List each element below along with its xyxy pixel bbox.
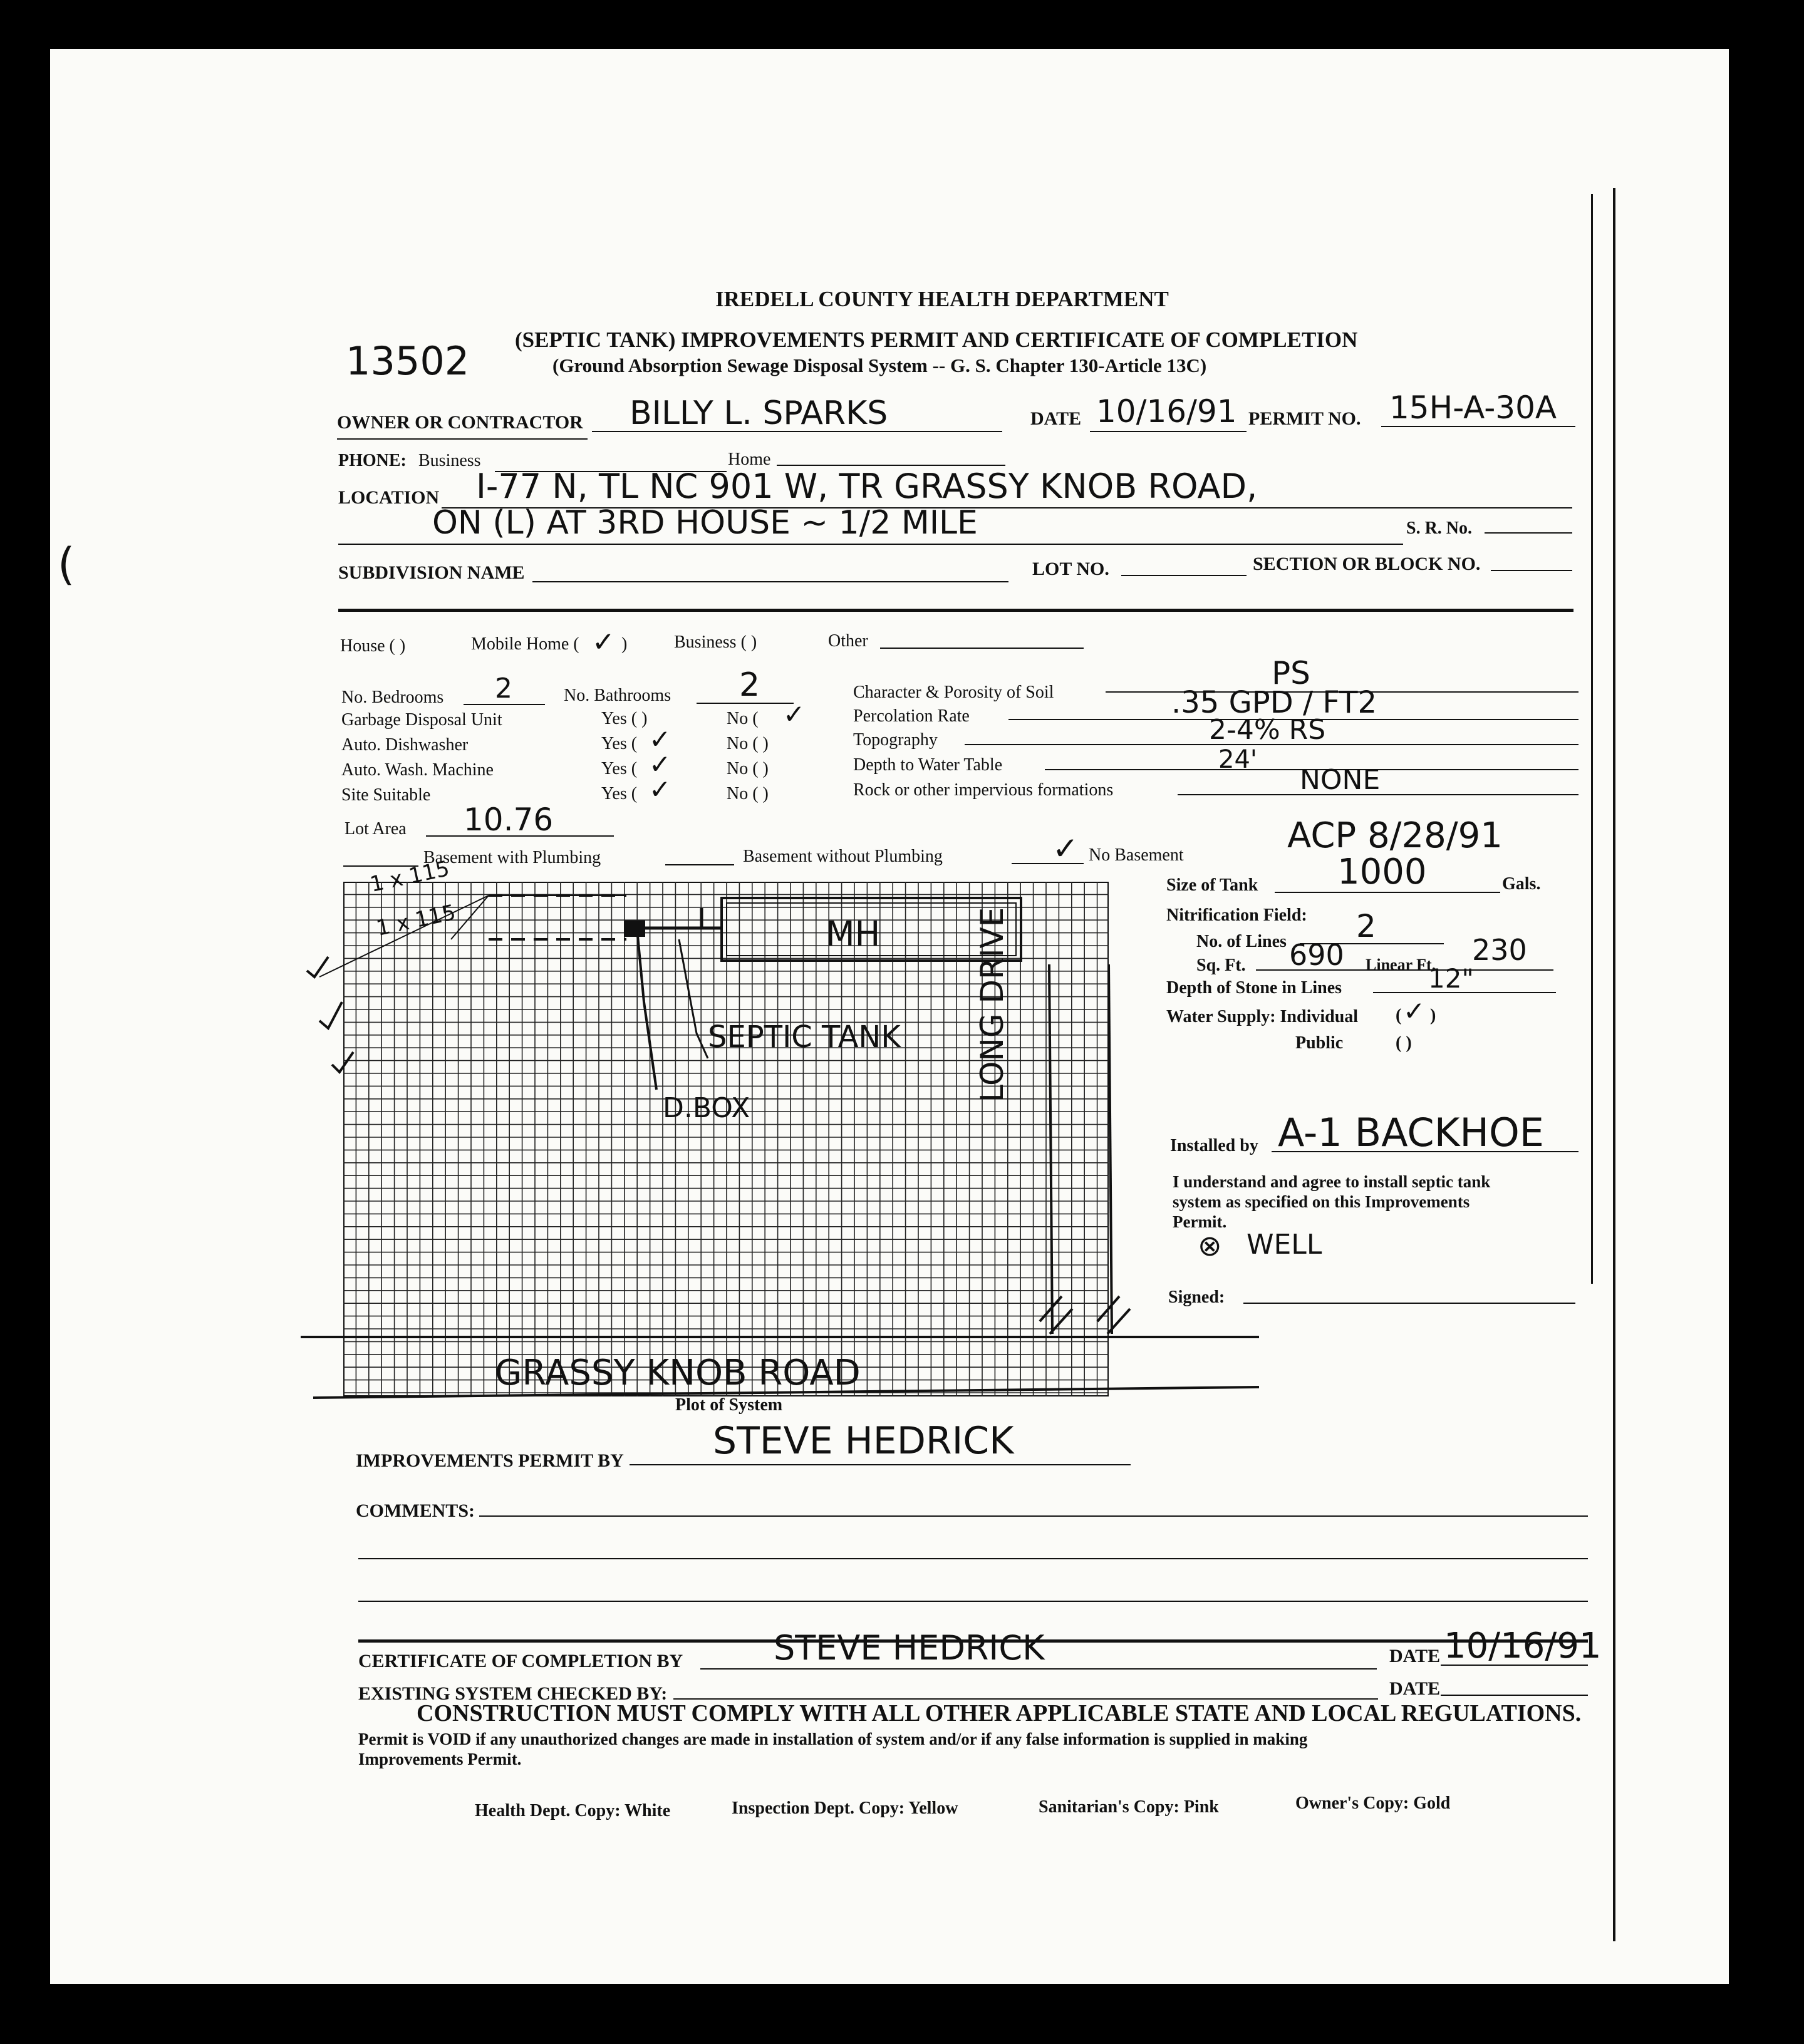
line-note-1: 1 x 115 bbox=[368, 856, 452, 897]
improvements-by-label: IMPROVEMENTS PERMIT BY bbox=[356, 1450, 624, 1471]
line-note-2: 1 x 115 bbox=[374, 900, 459, 941]
leader-septic-tank bbox=[679, 939, 708, 1058]
dishwasher-no: No ( ) bbox=[727, 734, 769, 753]
other-option: Other bbox=[828, 631, 868, 651]
plot-mobile-home: MH bbox=[826, 914, 881, 954]
location-line1: I-77 N, TL NC 901 W, TR GRASSY KNOB ROAD, bbox=[476, 467, 1258, 506]
linear-ft-value: 230 bbox=[1472, 933, 1527, 967]
stone-depth-value: 12" bbox=[1428, 963, 1474, 994]
section-label: SECTION OR BLOCK NO. bbox=[1253, 554, 1481, 574]
owner-label-underline bbox=[337, 438, 588, 440]
garbage-disposal-yes: Yes ( ) bbox=[601, 709, 648, 728]
improvements-by-line bbox=[630, 1464, 1131, 1465]
section-line bbox=[1491, 570, 1572, 571]
file-number: 13502 bbox=[346, 338, 470, 384]
plot-caption: Plot of System bbox=[675, 1395, 783, 1415]
owner-value: BILLY L. SPARKS bbox=[630, 395, 888, 432]
water-individual-close: ) bbox=[1430, 1006, 1436, 1025]
water-table-value: 24' bbox=[1218, 745, 1257, 774]
lot-area-line bbox=[426, 835, 614, 837]
signed-label: Signed: bbox=[1168, 1288, 1225, 1307]
water-individual-check: ✓ bbox=[1403, 996, 1426, 1026]
plot-long-drive: LONG DRIVE bbox=[974, 907, 1010, 1102]
dishwasher-yes: Yes ( bbox=[601, 734, 638, 753]
lines-label: No. of Lines bbox=[1196, 932, 1287, 951]
phone-home-line bbox=[777, 465, 1005, 466]
bedrooms-value: 2 bbox=[495, 673, 512, 705]
lot-area-label: Lot Area bbox=[345, 819, 407, 839]
drain-line-join bbox=[451, 896, 626, 939]
cert-date-line bbox=[1441, 1665, 1588, 1666]
permit-label: PERMIT NO. bbox=[1248, 408, 1361, 429]
garbage-disposal-label: Garbage Disposal Unit bbox=[341, 710, 502, 730]
rock-line bbox=[1178, 794, 1578, 795]
section-divider bbox=[338, 609, 1573, 612]
date-label: DATE bbox=[1030, 408, 1082, 429]
drive-break-left bbox=[1040, 1296, 1072, 1334]
plot-septic-tank: SEPTIC TANK bbox=[708, 1019, 901, 1055]
copy-sanitarian: Sanitarian's Copy: Pink bbox=[1039, 1797, 1219, 1817]
other-line bbox=[880, 648, 1084, 649]
cert-by-value: STEVE HEDRICK bbox=[774, 1628, 1045, 1668]
construction-notice: CONSTRUCTION MUST COMPLY WITH ALL OTHER APPLICABLE STATE AND LOCAL REGULATIONS. bbox=[417, 1700, 1582, 1727]
permit-line bbox=[1381, 426, 1575, 427]
water-individual-open: ( bbox=[1396, 1006, 1402, 1025]
installed-by-value: A-1 BACKHOE bbox=[1278, 1110, 1544, 1155]
lot-line bbox=[1121, 575, 1247, 576]
permit-value: 15H-A-30A bbox=[1389, 390, 1557, 426]
drive-edge-right bbox=[1109, 964, 1112, 1334]
comments-line-2 bbox=[358, 1558, 1588, 1559]
dishwasher-check: ✓ bbox=[649, 724, 671, 755]
bathrooms-label: No. Bathrooms bbox=[564, 686, 671, 705]
form-title: (SEPTIC TANK) IMPROVEMENTS PERMIT AND CERTIFICATE OF COMPLETION bbox=[515, 328, 1358, 352]
water-public-label: Public bbox=[1295, 1033, 1344, 1053]
well-note: WELL bbox=[1247, 1229, 1322, 1261]
margin-rule bbox=[1591, 194, 1593, 1284]
site-suitable-label: Site Suitable bbox=[341, 785, 431, 805]
wash-machine-no: No ( ) bbox=[727, 759, 769, 778]
stone-depth-line bbox=[1373, 992, 1556, 993]
nitrification-label: Nitrification Field: bbox=[1166, 906, 1307, 925]
sqft-value: 690 bbox=[1289, 938, 1344, 972]
sr-label: S. R. No. bbox=[1406, 519, 1473, 538]
bedrooms-label: No. Bedrooms bbox=[341, 688, 444, 707]
linear-ft-label: Linear Ft. bbox=[1366, 956, 1436, 974]
copy-health-dept: Health Dept. Copy: White bbox=[475, 1801, 671, 1820]
wash-machine-label: Auto. Wash. Machine bbox=[341, 760, 494, 780]
subdivision-label: SUBDIVISION NAME bbox=[338, 562, 525, 583]
cert-by-line bbox=[700, 1668, 1377, 1670]
margin-check-3 bbox=[332, 1052, 353, 1072]
sqft-line bbox=[1256, 969, 1553, 971]
subdivision-line bbox=[532, 581, 1008, 582]
stone-depth-label: Depth of Stone in Lines bbox=[1166, 978, 1342, 998]
well-symbol: ⊗ bbox=[1198, 1229, 1222, 1262]
form-subtitle: (Ground Absorption Sewage Disposal System -- G. S. Chapter 130-Article 13C) bbox=[552, 354, 1207, 376]
location-line2: ON (L) AT 3RD HOUSE ~ 1/2 MILE bbox=[432, 504, 978, 542]
topography-label: Topography bbox=[853, 730, 938, 750]
existing-date-line bbox=[1441, 1695, 1588, 1696]
site-suitable-check: ✓ bbox=[649, 774, 671, 805]
garbage-disposal-check: ✓ bbox=[783, 699, 806, 730]
agreement-line-1: I understand and agree to install septic tank bbox=[1173, 1172, 1491, 1191]
percolation-value: .35 GPD / FT2 bbox=[1171, 685, 1377, 720]
void-notice-line-1: Permit is VOID if any unauthorized changes are made in installation of system and/or if any false information is supplied in making bbox=[358, 1730, 1308, 1748]
installed-by-line bbox=[1272, 1151, 1578, 1152]
pipe-to-dbox bbox=[638, 936, 656, 1090]
bathrooms-line bbox=[697, 703, 794, 704]
tank-size-line bbox=[1275, 892, 1500, 893]
signed-line bbox=[1243, 1303, 1575, 1304]
copy-owner: Owner's Copy: Gold bbox=[1295, 1794, 1451, 1813]
void-notice-line-2: Improvements Permit. bbox=[358, 1750, 522, 1768]
comments-line-1 bbox=[479, 1515, 1588, 1517]
plot-road: GRASSY KNOB ROAD bbox=[495, 1353, 861, 1393]
bathrooms-value: 2 bbox=[739, 666, 760, 704]
department-title: IREDELL COUNTY HEALTH DEPARTMENT bbox=[715, 287, 1169, 311]
existing-checked-label: EXISTING SYSTEM CHECKED BY: bbox=[358, 1683, 668, 1704]
site-suitable-yes: Yes ( bbox=[601, 784, 638, 803]
drive-break-right bbox=[1097, 1296, 1130, 1334]
no-basement-blank bbox=[1012, 863, 1084, 864]
topography-line bbox=[965, 744, 1578, 745]
acp-note: ACP 8/28/91 bbox=[1287, 815, 1503, 856]
cert-by-label: CERTIFICATE OF COMPLETION BY bbox=[358, 1651, 683, 1671]
no-basement-check: ✓ bbox=[1052, 830, 1079, 867]
dishwasher-label: Auto. Dishwasher bbox=[341, 735, 469, 755]
phone-label: PHONE: bbox=[338, 451, 407, 470]
garbage-disposal-no: No ( bbox=[727, 709, 759, 728]
sr-line bbox=[1485, 532, 1572, 534]
lot-label: LOT NO. bbox=[1032, 559, 1109, 579]
margin-mark: ( bbox=[58, 539, 75, 590]
site-suitable-no: No ( ) bbox=[727, 784, 769, 803]
topography-value: 2-4% RS bbox=[1209, 714, 1326, 746]
mobile-home-option: Mobile Home ( bbox=[471, 634, 579, 654]
phone-home-label: Home bbox=[728, 450, 771, 469]
plot-dbox: D.BOX bbox=[663, 1092, 750, 1124]
agreement-line-2: system as specified on this Improvements bbox=[1173, 1192, 1470, 1211]
basement-without-blank bbox=[665, 864, 734, 865]
bedrooms-line bbox=[464, 704, 545, 705]
owner-label: OWNER OR CONTRACTOR bbox=[337, 412, 583, 433]
copy-inspection-dept: Inspection Dept. Copy: Yellow bbox=[732, 1799, 958, 1818]
mobile-home-check: ✓ bbox=[592, 626, 615, 658]
rock-value: NONE bbox=[1300, 764, 1381, 796]
margin-leader-1 bbox=[319, 896, 489, 977]
tank-unit: Gals. bbox=[1502, 874, 1541, 894]
house-option: House ( ) bbox=[340, 636, 406, 656]
cert-date-label: DATE bbox=[1389, 1646, 1441, 1666]
comments-label: COMMENTS: bbox=[356, 1500, 475, 1521]
existing-date-label: DATE bbox=[1389, 1678, 1441, 1699]
margin-rule bbox=[1613, 188, 1615, 1941]
location-label: LOCATION bbox=[338, 487, 440, 508]
comments-line-3 bbox=[358, 1601, 1588, 1602]
phone-business-label: Business bbox=[418, 451, 481, 470]
water-supply-label: Water Supply: Individual bbox=[1166, 1007, 1359, 1026]
tank-size-label: Size of Tank bbox=[1166, 875, 1258, 895]
business-option: Business ( ) bbox=[674, 632, 757, 652]
basement-without-label: Basement without Plumbing bbox=[743, 847, 943, 866]
rock-label: Rock or other impervious formations bbox=[853, 780, 1114, 800]
wash-machine-yes: Yes ( bbox=[601, 759, 638, 778]
date-line bbox=[1090, 431, 1247, 432]
plot-drawing bbox=[301, 870, 1278, 1428]
water-public-value: ( ) bbox=[1396, 1033, 1412, 1053]
percolation-label: Percolation Rate bbox=[853, 706, 970, 726]
sqft-label: Sq. Ft. bbox=[1196, 956, 1246, 975]
agreement-line-3: Permit. bbox=[1173, 1212, 1227, 1231]
owner-line bbox=[592, 431, 1002, 432]
installed-by-label: Installed by bbox=[1170, 1136, 1258, 1155]
improvements-by-value: STEVE HEDRICK bbox=[713, 1419, 1014, 1463]
cert-date-value: 10/16/91 bbox=[1444, 1626, 1602, 1666]
basement-with-label: Basement with Plumbing bbox=[423, 848, 601, 867]
septic-tank-mark bbox=[624, 921, 645, 937]
tank-size-value: 1000 bbox=[1337, 852, 1427, 892]
lot-area-value: 10.76 bbox=[464, 802, 554, 838]
lines-value: 2 bbox=[1356, 908, 1376, 944]
drive-edge-left bbox=[1049, 964, 1052, 1334]
water-table-label: Depth to Water Table bbox=[853, 755, 1003, 775]
soil-character-value: PS bbox=[1272, 655, 1310, 691]
date-value: 10/16/91 bbox=[1096, 393, 1237, 430]
soil-character-label: Character & Porosity of Soil bbox=[853, 683, 1054, 702]
wash-machine-check: ✓ bbox=[649, 749, 671, 780]
no-basement-label: No Basement bbox=[1089, 845, 1184, 865]
location-line-2 bbox=[338, 544, 1403, 545]
mobile-home-close: ) bbox=[621, 634, 628, 654]
margin-check-2 bbox=[319, 1002, 342, 1028]
